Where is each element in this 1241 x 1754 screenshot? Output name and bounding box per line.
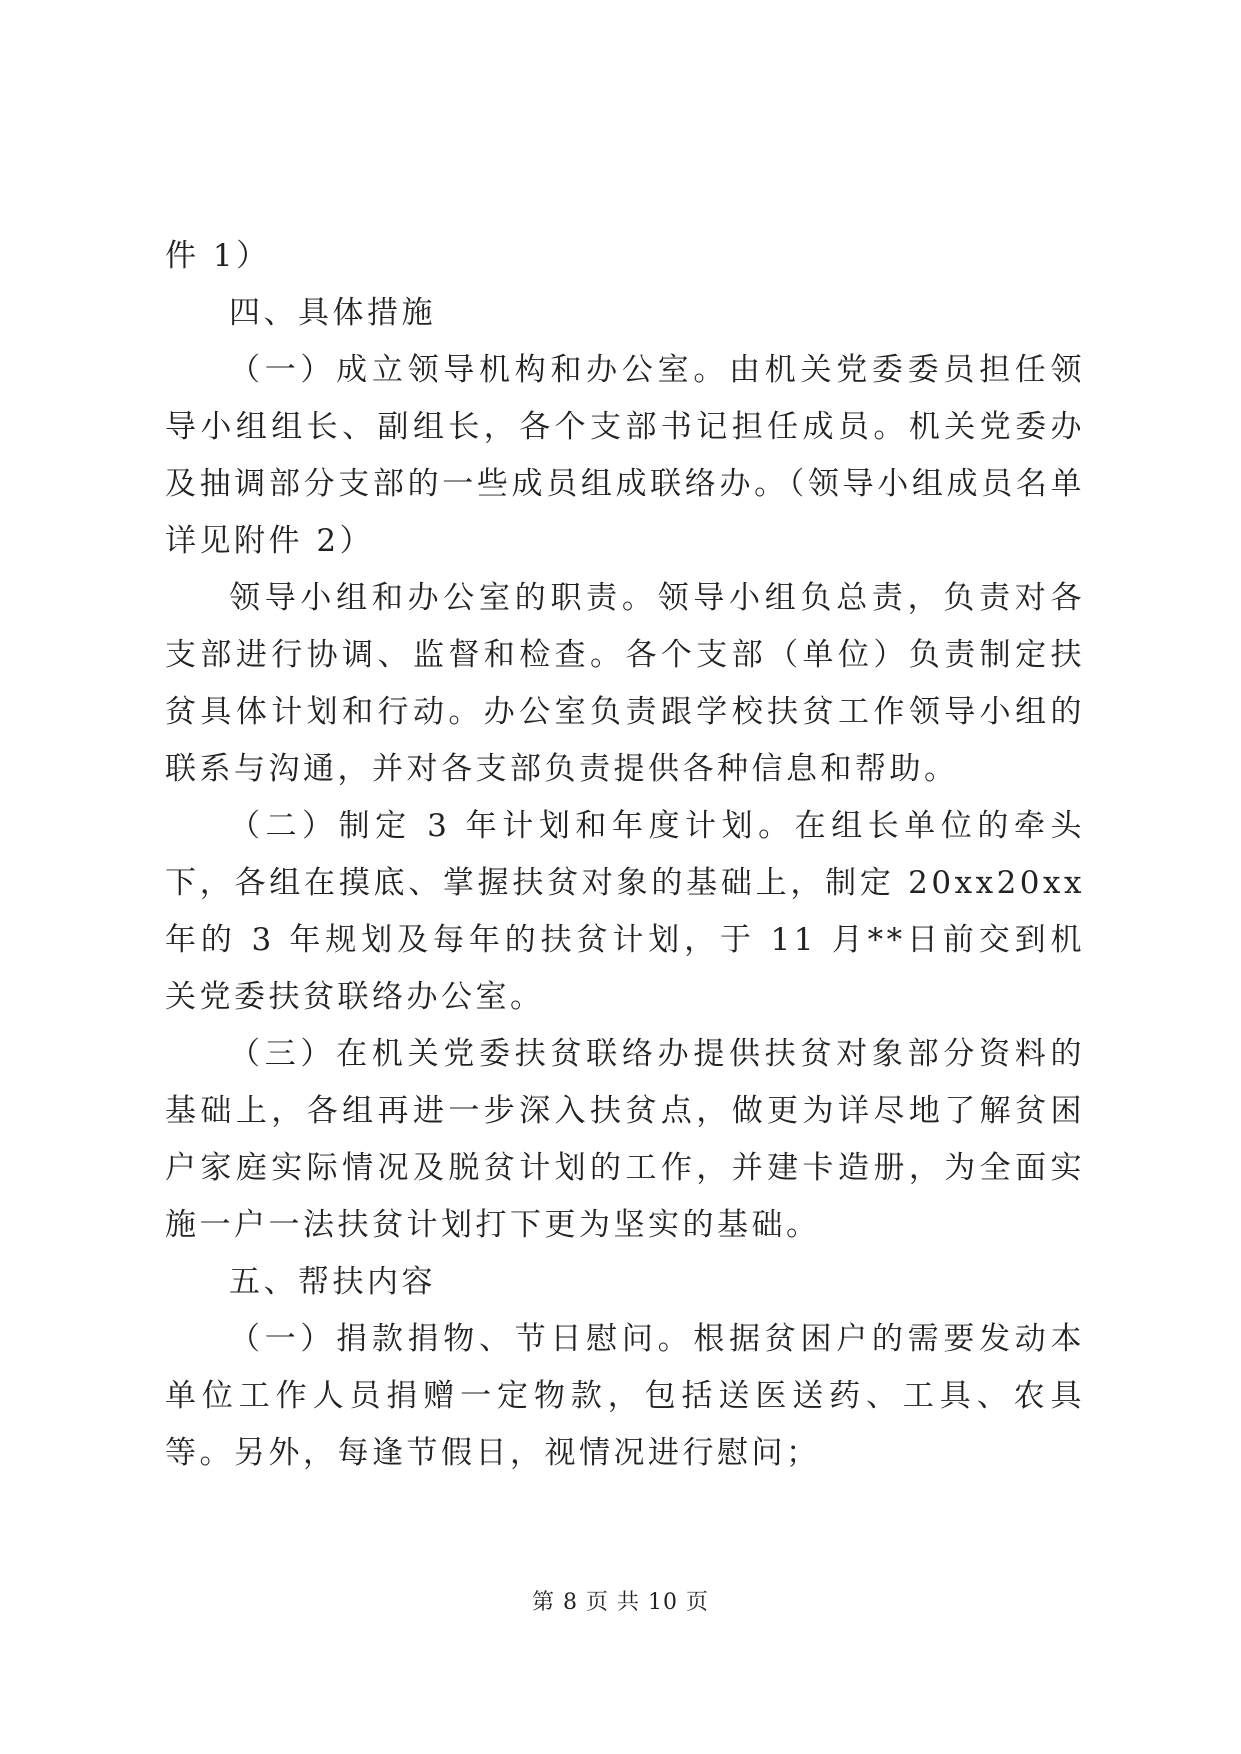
page-number-footer: 第 8 页 共 10 页 — [532, 1590, 709, 1615]
paragraph-measure-3: （三）在机关党委扶贫联络办提供扶贫对象部分资料的基础上，各组再进一步深入扶贫点，做更为详尽地了解贫困户家庭实际情况及脱贫计划的工作，并建卡造册，为全面实施一户一法扶贫计划打下更为坚实的基础。 — [165, 1036, 1085, 1243]
paragraph-continuation: 件 1） — [165, 238, 271, 274]
paragraph-content-1: （一）捐款捐物、节日慰问。根据贫困户的需要发动本单位工作人员捐赠一定物款，包括送医送药、工具、农具等。另外，每逢节假日，视情况进行慰问； — [165, 1321, 1085, 1471]
paragraph-duties: 领导小组和办公室的职责。领导小组负总责，负责对各支部进行协调、监督和检查。各个支部（单位）负责制定扶贫具体计划和行动。办公室负责跟学校扶贫工作领导小组的联系与沟通，并对各支部负责提供各种信息和帮助。 — [165, 580, 1085, 787]
paragraph-measure-2: （二）制定 3 年计划和年度计划。在组长单位的牵头下，各组在摸底、掌握扶贫对象的基础上，制定 20xx20xx 年的 3 年规划及每年的扶贫计划，于 11 月**日前交到机关党委扶贫联络办公室。 — [165, 808, 1085, 1015]
section-heading-measures: 四、具体措施 — [229, 295, 436, 331]
section-heading-content: 五、帮扶内容 — [229, 1264, 436, 1300]
paragraph-measure-1: （一）成立领导机构和办公室。由机关党委委员担任领导小组组长、副组长，各个支部书记担任成员。机关党委办及抽调部分支部的一些成员组成联络办。（领导小组成员名单详见附件 2） — [165, 352, 1085, 559]
document-body — [165, 228, 1085, 1482]
